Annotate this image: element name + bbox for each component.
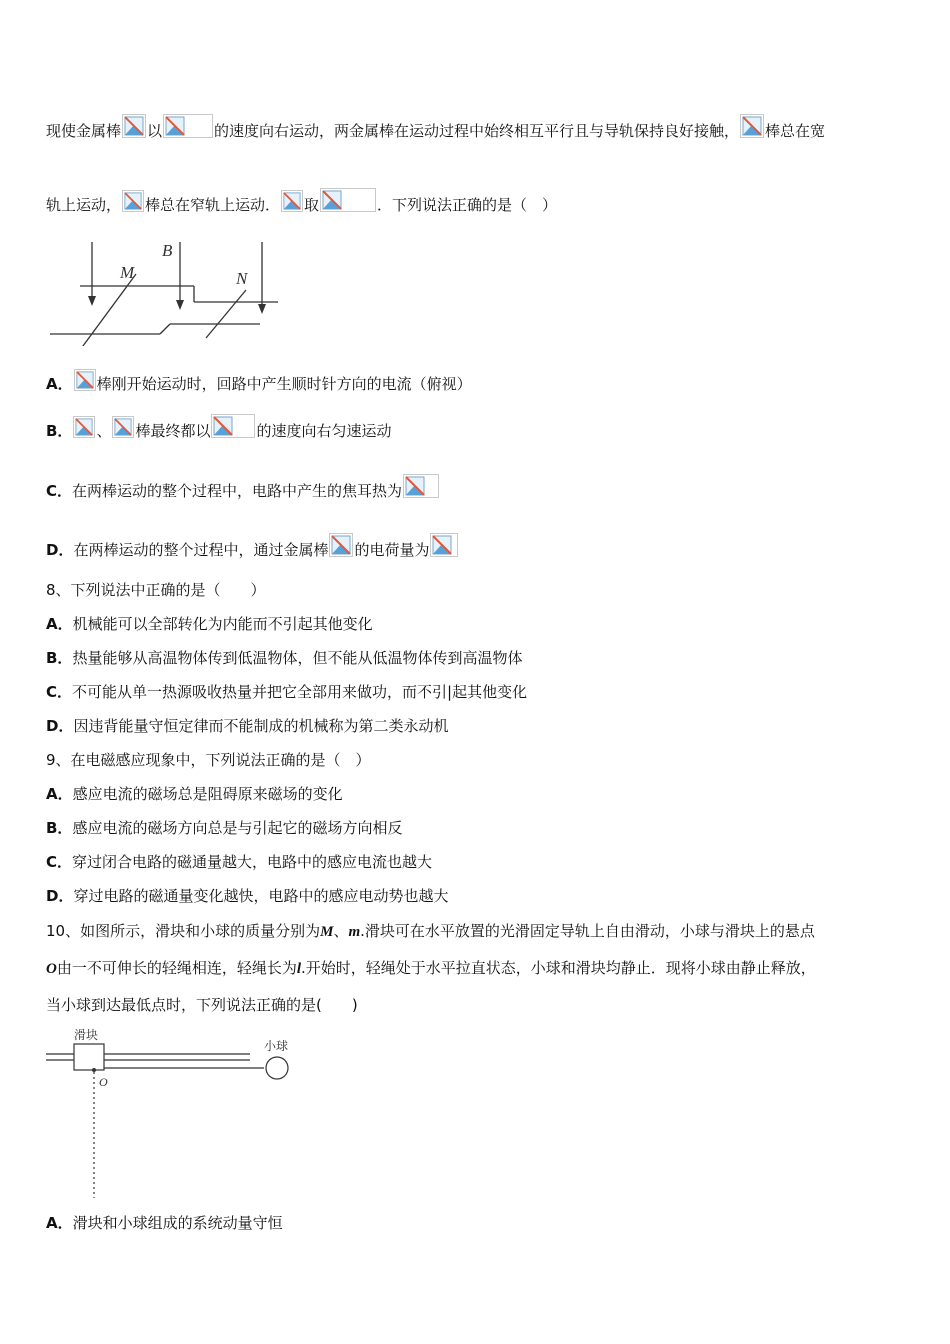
q10-option-a: A．滑块和小球组成的系统动量守恒 — [46, 1214, 283, 1232]
image-placeholder — [163, 114, 213, 138]
broken-image-icon — [73, 416, 95, 438]
broken-image-icon — [122, 190, 144, 212]
label-b: B — [162, 241, 173, 260]
q7-option-d: D．在两棒运动的整个过程中，通过金属棒 的电荷量为 — [46, 533, 459, 560]
slider-ball-figure — [44, 1024, 304, 1202]
image-placeholder — [211, 414, 255, 438]
broken-image-icon — [329, 533, 353, 557]
label-slider: 滑块 — [74, 1028, 99, 1042]
q7-stem-line2: 轨上运动， 棒总在窄轨上运动． 取 ．下列说法正确的是（ ） — [46, 188, 557, 215]
slider-block — [74, 1044, 104, 1070]
label-ball: 小球 — [264, 1039, 289, 1053]
image-placeholder — [320, 188, 376, 212]
q7-option-a: A． 棒刚开始运动时，回路中产生顺时针方向的电流（俯视） — [46, 369, 472, 394]
bar-n — [206, 290, 246, 338]
q8-stem: 8、下列说法中正确的是（ ） — [46, 581, 266, 599]
q8-option-b: B．热量能够从高温物体传到低温物体，但不能从低温物体传到高温物体 — [46, 649, 523, 667]
q8-option-d: D．因违背能量守恒定律而不能制成的机械称为第二类永动机 — [46, 717, 449, 735]
broken-image-icon — [74, 369, 96, 391]
q10-stem-line3: 当小球到达最低点时，下列说法正确的是( ) — [46, 996, 358, 1014]
broken-image-icon — [122, 114, 146, 138]
image-placeholder — [430, 533, 458, 557]
label-n: N — [236, 269, 248, 288]
label-o: O — [99, 1075, 108, 1089]
q7-stem-line1: 现使金属棒 以 的速度向右运动，两金属棒在运动过程中始终相互平行且与导轨保持良好接触， 棒总在宽 — [46, 114, 825, 141]
q9-option-b: B．感应电流的磁场方向总是与引起它的磁场方向相反 — [46, 819, 403, 837]
q10-stem-line2: O由一不可伸长的轻绳相连，轻绳长为l.开始时，轻绳处于水平拉直状态，小球和滑块均静止．现将小球由静止释放， — [46, 959, 816, 977]
label-m: M — [120, 263, 135, 282]
broken-image-icon — [112, 416, 134, 438]
image-placeholder — [403, 474, 439, 498]
q9-option-c: C．穿过闭合电路的磁通量越大，电路中的感应电流也越大 — [46, 853, 433, 871]
q8-option-a: A．机械能可以全部转化为内能而不引起其他变化 — [46, 615, 373, 633]
bar-m — [80, 274, 136, 346]
q9-option-a: A．感应电流的磁场总是阻碍原来磁场的变化 — [46, 785, 343, 803]
q7-option-b: B． 、 棒最终都以 的速度向右匀速运动 — [46, 414, 391, 441]
broken-image-icon — [740, 114, 764, 138]
ball — [266, 1057, 288, 1079]
broken-image-icon — [281, 190, 303, 212]
q8-option-c: C．不可能从单一热源吸收热量并把它全部用来做功，而不引|起其他变化 — [46, 683, 528, 701]
q7-option-c: C．在两棒运动的整个过程中，电路中产生的焦耳热为 — [46, 474, 440, 501]
q10-stem-line1: 10、如图所示，滑块和小球的质量分别为M、m.滑块可在水平放置的光滑固定导轨上自由滑动，小球与滑块上的悬点 — [46, 922, 815, 940]
q9-stem: 9、在电磁感应现象中，下列说法正确的是（ ） — [46, 751, 371, 769]
rails-figure — [46, 238, 286, 346]
pivot-point — [92, 1068, 96, 1072]
q9-option-d: D．穿过电路的磁通量变化越快，电路中的感应电动势也越大 — [46, 887, 449, 905]
